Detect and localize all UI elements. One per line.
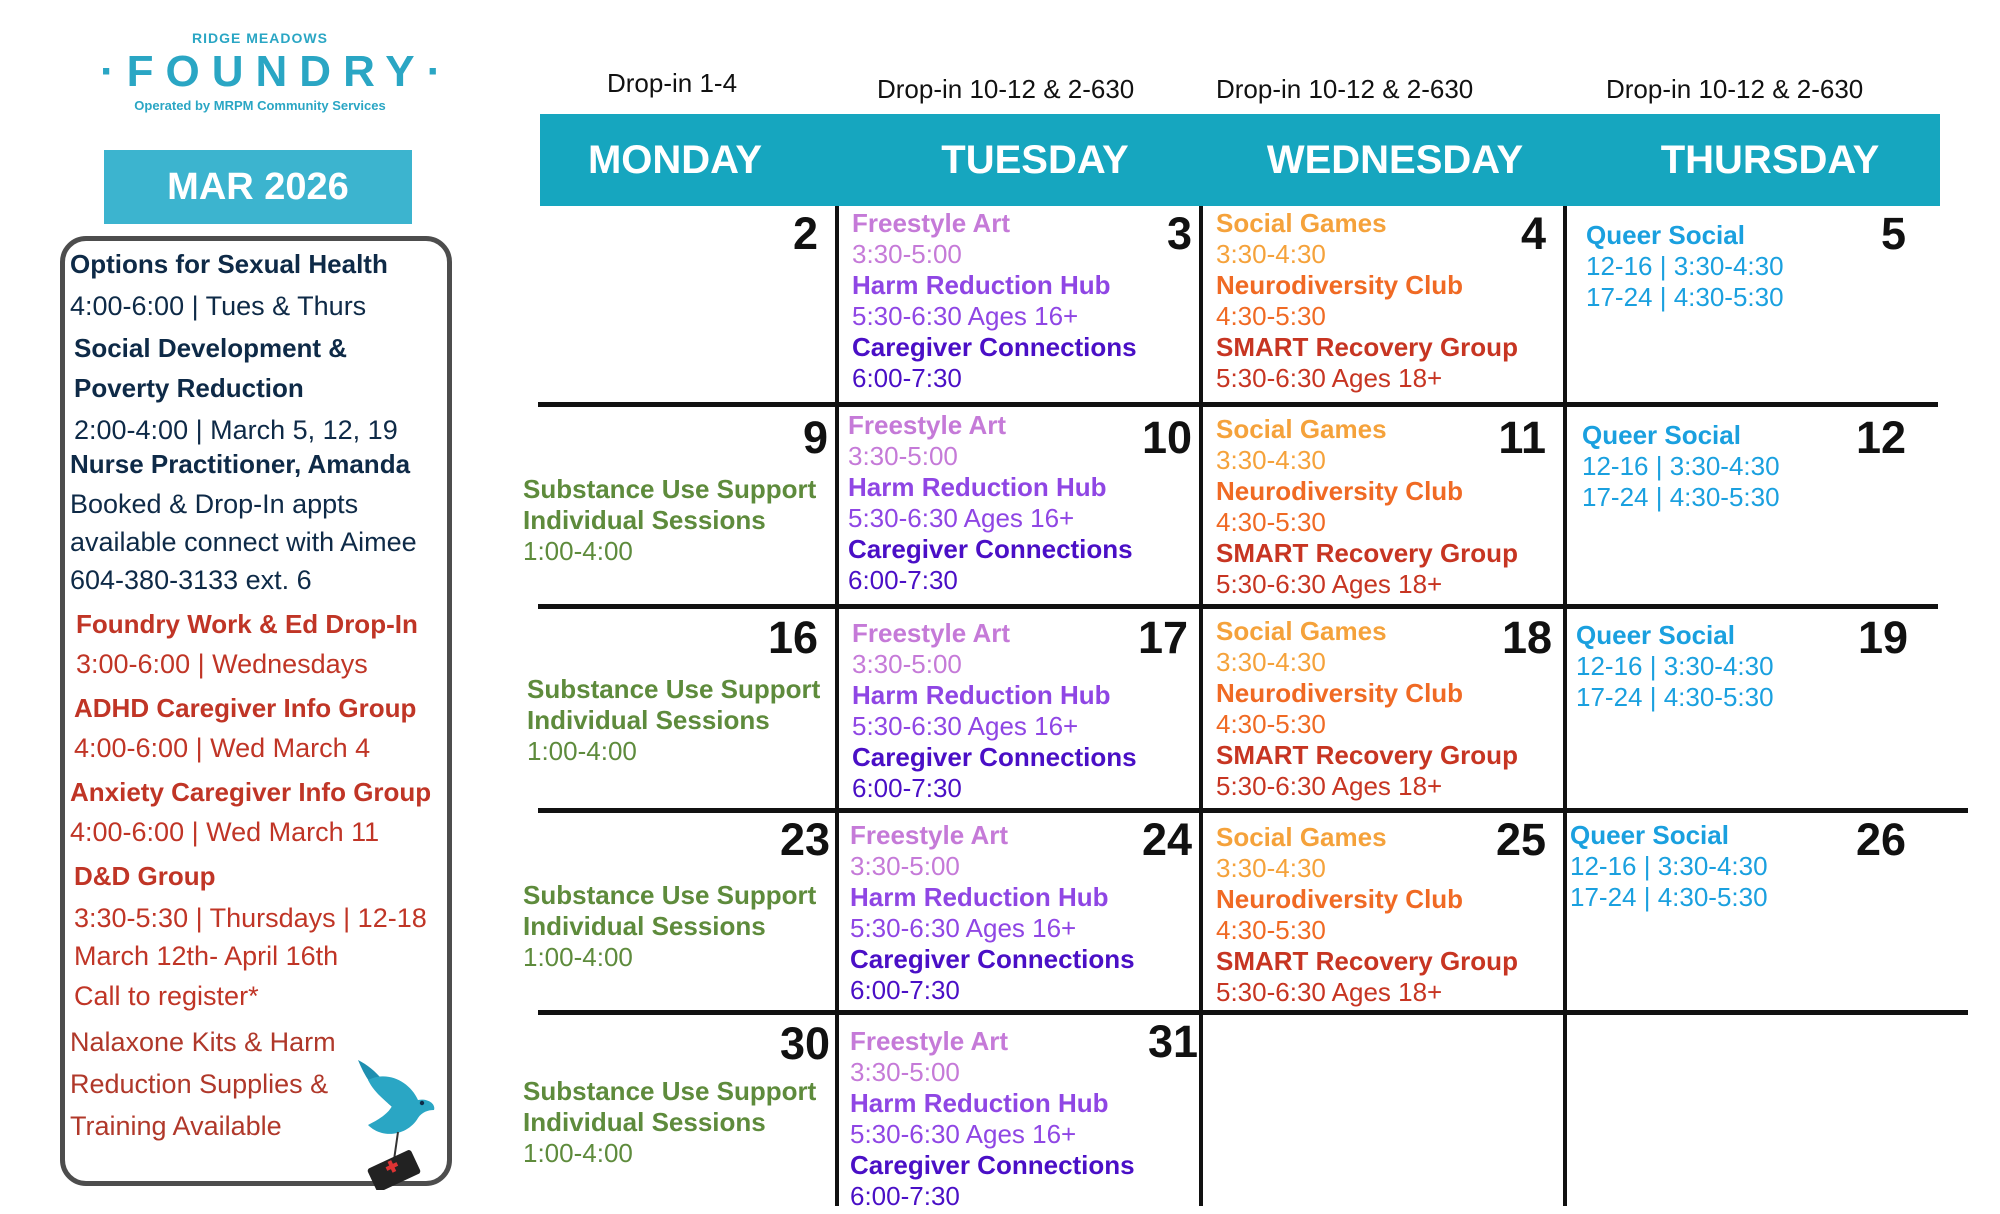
grid-divider-wed-thu bbox=[1563, 206, 1567, 1206]
day-header-monday: MONDAY bbox=[587, 138, 763, 182]
naloxone-line3: Training Available bbox=[70, 1111, 282, 1141]
osh-title: Options for Sexual Health bbox=[70, 249, 388, 279]
grid-row-divider-2 bbox=[538, 604, 1938, 609]
tuesday-events: Freestyle Art 3:30-5:00 Harm Reduction Hub 5:30-6:30 Ages 16+ Caregiver Connections 6:00-7:30 bbox=[852, 618, 1137, 803]
day-number: 5 bbox=[1880, 208, 1906, 259]
day-number: 4 bbox=[1520, 208, 1546, 259]
wednesday-events: Social Games 3:30-4:30 Neurodiversity Club 4:30-5:30 SMART Recovery Group 5:30-6:30 Ages 18+ bbox=[1216, 616, 1518, 801]
grid-row-divider-1 bbox=[538, 402, 1938, 407]
anxiety-time: 4:00-6:00 | Wed March 11 bbox=[70, 817, 380, 847]
day-number: 30 bbox=[779, 1018, 830, 1069]
grid-divider-tue-wed bbox=[1199, 206, 1203, 1206]
day-number: 31 bbox=[1147, 1016, 1198, 1067]
dropin-monday: Drop-in 1-4 bbox=[607, 68, 738, 98]
np-line1: Booked & Drop-In appts bbox=[70, 489, 359, 519]
fwe-time: 3:00-6:00 | Wednesdays bbox=[76, 649, 368, 679]
logo-wordmark: ·FOUNDRY· bbox=[100, 47, 454, 96]
weekday-header-bar bbox=[540, 114, 1940, 206]
day-number: 9 bbox=[802, 412, 828, 463]
tuesday-events: Freestyle Art 3:30-5:00 Harm Reduction Hub 5:30-6:30 Ages 16+ Caregiver Connections 6:00-7:30 bbox=[848, 410, 1133, 595]
sdpr-title-line1: Social Development & bbox=[74, 333, 348, 363]
day-number: 10 bbox=[1141, 412, 1192, 463]
np-line2: available connect with Aimee bbox=[70, 527, 417, 557]
dropin-tuesday: Drop-in 10-12 & 2-630 bbox=[877, 74, 1135, 104]
naloxone-line1: Nalaxone Kits & Harm bbox=[70, 1027, 336, 1057]
day-number: 16 bbox=[767, 612, 818, 663]
naloxone-line2: Reduction Supplies & bbox=[70, 1069, 329, 1099]
day-number: 2 bbox=[792, 208, 818, 259]
thursday-queer-social: Queer Social 12-16 | 3:30-4:30 17-24 | 4:30-5:30 bbox=[1582, 420, 1780, 512]
day-number: 26 bbox=[1855, 814, 1906, 865]
day-number: 11 bbox=[1498, 412, 1546, 463]
grid-divider-mon-tue bbox=[835, 206, 839, 1206]
np-line3: 604-380-3133 ext. 6 bbox=[70, 565, 312, 595]
grid-row-divider-4 bbox=[538, 1010, 1968, 1015]
day-header-tuesday: TUESDAY bbox=[941, 138, 1129, 182]
substance-use-event: Substance Use Support Individual Sessions 1:00-4:00 bbox=[523, 880, 817, 972]
anxiety-title: Anxiety Caregiver Info Group bbox=[70, 777, 432, 807]
sdpr-title-line2: Poverty Reduction bbox=[74, 373, 304, 403]
osh-time: 4:00-6:00 | Tues & Thurs bbox=[70, 291, 367, 321]
dnd-line2: March 12th- April 16th bbox=[74, 941, 339, 971]
day-number: 17 bbox=[1137, 612, 1188, 663]
np-title: Nurse Practitioner, Amanda bbox=[70, 449, 411, 479]
bird-carrying-kit-icon bbox=[348, 1040, 438, 1190]
day-number: 18 bbox=[1501, 612, 1552, 663]
day-number: 25 bbox=[1495, 814, 1546, 865]
thursday-queer-social: Queer Social 12-16 | 3:30-4:30 17-24 | 4:30-5:30 bbox=[1586, 220, 1784, 312]
logo-subtitle: Operated by MRPM Community Services bbox=[134, 98, 386, 113]
day-number: 3 bbox=[1166, 208, 1192, 259]
adhd-time: 4:00-6:00 | Wed March 4 bbox=[74, 733, 371, 763]
fwe-title: Foundry Work & Ed Drop-In bbox=[76, 609, 418, 639]
dnd-line3: Call to register* bbox=[74, 981, 259, 1011]
substance-use-event: Substance Use Support Individual Sessions 1:00-4:00 bbox=[523, 1076, 817, 1168]
substance-use-event: Substance Use Support Individual Sessions 1:00-4:00 bbox=[523, 474, 817, 566]
day-number: 12 bbox=[1855, 412, 1906, 463]
day-header-wednesday: WEDNESDAY bbox=[1266, 138, 1524, 182]
day-number: 19 bbox=[1857, 612, 1908, 663]
dropin-thursday: Drop-in 10-12 & 2-630 bbox=[1606, 74, 1864, 104]
wednesday-events: Social Games 3:30-4:30 Neurodiversity Club 4:30-5:30 SMART Recovery Group 5:30-6:30 Ages 18+ bbox=[1216, 822, 1518, 1007]
month-banner: MAR 2026 bbox=[104, 150, 412, 224]
dropin-wednesday: Drop-in 10-12 & 2-630 bbox=[1216, 74, 1474, 104]
thursday-queer-social: Queer Social 12-16 | 3:30-4:30 17-24 | 4:30-5:30 bbox=[1570, 820, 1768, 912]
day-header-thursday: THURSDAY bbox=[1660, 138, 1880, 182]
day-number: 24 bbox=[1141, 814, 1192, 865]
day-number: 23 bbox=[779, 814, 830, 865]
substance-use-event: Substance Use Support Individual Sessions 1:00-4:00 bbox=[527, 674, 821, 766]
adhd-title: ADHD Caregiver Info Group bbox=[74, 693, 417, 723]
wednesday-events: Social Games 3:30-4:30 Neurodiversity Club 4:30-5:30 SMART Recovery Group 5:30-6:30 Ages 18+ bbox=[1216, 414, 1518, 599]
thursday-queer-social: Queer Social 12-16 | 3:30-4:30 17-24 | 4:30-5:30 bbox=[1576, 620, 1774, 712]
dnd-line1: 3:30-5:30 | Thursdays | 12-18 bbox=[74, 903, 427, 933]
grid-row-divider-3 bbox=[538, 808, 1968, 813]
logo-top-text: RIDGE MEADOWS bbox=[192, 30, 328, 46]
wednesday-events: Social Games 3:30-4:30 Neurodiversity Club 4:30-5:30 SMART Recovery Group 5:30-6:30 Ages 18+ bbox=[1216, 208, 1518, 393]
tuesday-events: Freestyle Art 3:30-5:00 Harm Reduction Hub 5:30-6:30 Ages 16+ Caregiver Connections 6:00-7:30 bbox=[852, 208, 1137, 393]
foundry-logo bbox=[100, 30, 454, 113]
sdpr-time: 2:00-4:00 | March 5, 12, 19 bbox=[74, 415, 398, 445]
dnd-title: D&D Group bbox=[74, 861, 216, 891]
tuesday-events: Freestyle Art 3:30-5:00 Harm Reduction Hub 5:30-6:30 Ages 16+ Caregiver Connections 6:00-7:30 bbox=[850, 1026, 1135, 1211]
tuesday-events: Freestyle Art 3:30-5:00 Harm Reduction Hub 5:30-6:30 Ages 16+ Caregiver Connections 6:00-7:30 bbox=[850, 820, 1135, 1005]
